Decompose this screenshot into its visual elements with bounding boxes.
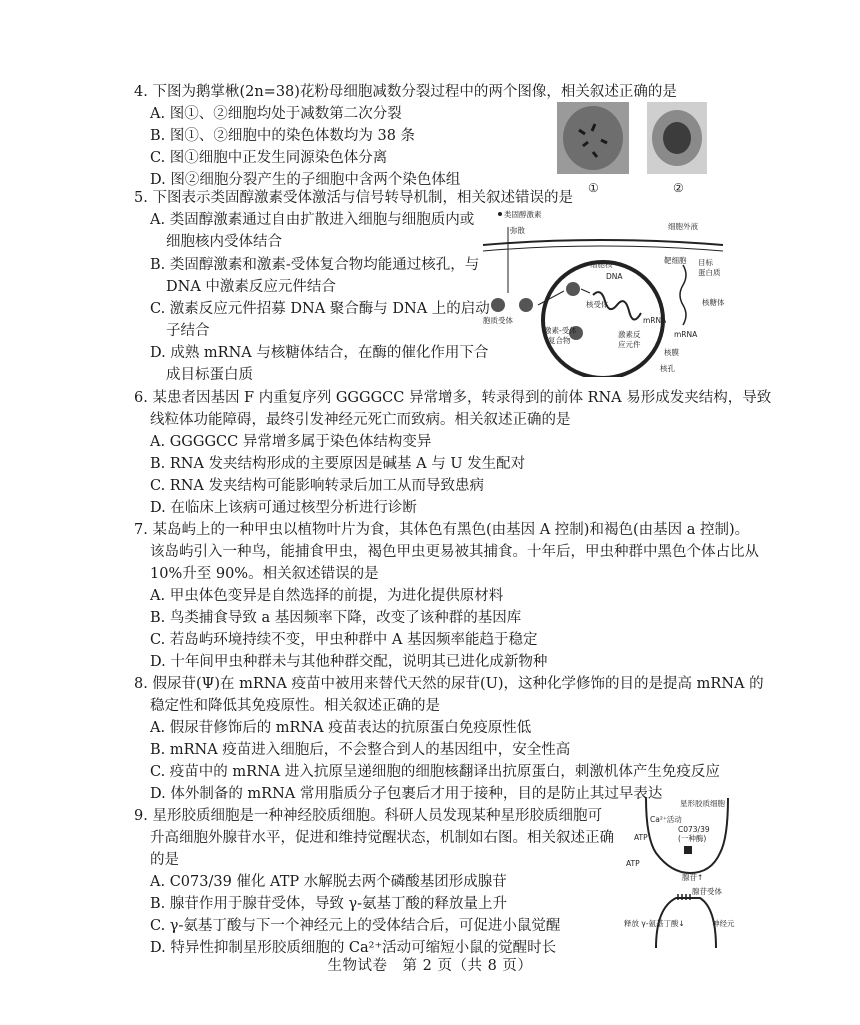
svg-text:弥散: 弥散 — [510, 226, 525, 235]
q9-option-b: B. 腺苷作用于腺苷受体，导致 γ-氨基丁酸的释放量上升 — [150, 896, 508, 912]
q5-option-d-cont: 成目标蛋白质 — [166, 367, 253, 383]
q8-option-b: B. mRNA 疫苗进入细胞后，不会整合到人的基因组中，安全性高 — [150, 742, 571, 758]
svg-text:复合物: 复合物 — [548, 336, 571, 345]
q6-stem: 6. 某患者因基因 F 内重复序列 GGGGCC 异常增多，转录得到的前体 RNA 易形成发夹结构，导致 — [134, 390, 772, 406]
fig-label-2: ② — [673, 181, 684, 195]
q5-option-b: B. 类固醇激素和激素-受体复合物均能通过核孔，与 — [150, 257, 480, 273]
svg-text:ATP: ATP — [634, 833, 648, 842]
svg-text:激素反: 激素反 — [618, 330, 641, 339]
svg-text:细胞外液: 细胞外液 — [668, 222, 698, 231]
svg-text:细胞核: 细胞核 — [590, 260, 613, 269]
svg-text:ATP: ATP — [626, 859, 640, 868]
svg-text:腺苷↑: 腺苷↑ — [682, 873, 704, 882]
q7-option-d: D. 十年间甲虫种群未与其他种群交配，说明其已进化成新物种 — [150, 654, 548, 670]
svg-text:DNA: DNA — [606, 272, 623, 281]
q7-stem: 7. 某岛屿上的一种甲虫以植物叶片为食，其体色有黑色(由基因 A 控制)和褐色(由基因 a 控制)。 — [134, 522, 750, 538]
fig-label-1: ① — [588, 181, 599, 195]
q7-stem-cont: 该岛屿引入一种鸟，能捕食甲虫，褐色甲虫更易被其捕食。十年后，甲虫种群中黑色个体占比从 — [150, 544, 759, 560]
svg-text:激素-受体: 激素-受体 — [544, 326, 577, 335]
svg-text:核膜: 核膜 — [664, 348, 679, 357]
q6-stem-cont: 线粒体功能障碍，最终引发神经元死亡而致病。相关叙述正确的是 — [150, 412, 571, 428]
svg-text:星形胶质细胞: 星形胶质细胞 — [680, 799, 725, 808]
svg-text:C073/39: C073/39 — [678, 825, 710, 834]
q7-option-b: B. 鸟类捕食导致 a 基因频率下降，改变了该种群的基因库 — [150, 610, 522, 626]
svg-text:神经元: 神经元 — [712, 919, 735, 928]
q6-option-c: C. RNA 发夹结构可能影响转录后加工从而导致患病 — [150, 478, 484, 494]
svg-text:类固醇激素: 类固醇激素 — [504, 210, 542, 219]
svg-text:核糖体: 核糖体 — [702, 298, 725, 307]
svg-text:核孔: 核孔 — [660, 364, 675, 373]
svg-text:胞质受体: 胞质受体 — [483, 316, 513, 325]
q5-option-a-cont: 细胞核内受体结合 — [166, 234, 282, 250]
q6-option-a: A. GGGGCC 异常增多属于染色体结构变异 — [150, 434, 432, 450]
q4-option-c: C. 图①细胞中正发生同源染色体分离 — [150, 150, 388, 166]
svg-text:腺苷受体: 腺苷受体 — [692, 887, 722, 896]
svg-text:靶细胞: 靶细胞 — [664, 256, 687, 265]
q9-option-a: A. C073/39 催化 ATP 水解脱去两个磷酸基团形成腺苷 — [150, 874, 507, 890]
q4-option-a: A. 图①、②细胞均处于减数第二次分裂 — [150, 106, 402, 122]
q5-option-a: A. 类固醇激素通过自由扩散进入细胞与细胞质内或 — [150, 212, 475, 228]
page-footer: 生物试卷 第 2 页（共 8 页） — [327, 958, 533, 974]
q4-option-d: D. 图②细胞分裂产生的子细胞中含两个染色体组 — [150, 172, 461, 188]
svg-text:应元件: 应元件 — [618, 340, 641, 349]
q8-stem-cont: 稳定性和降低其免疫原性。相关叙述正确的是 — [150, 698, 440, 714]
q5-signaling-diagram — [478, 205, 728, 377]
q9-stem-cont2: 的是 — [150, 852, 179, 868]
q5-stem: 5. 下图表示类固醇激素受体激活与信号转导机制，相关叙述错误的是 — [134, 190, 573, 206]
q5-option-b-cont: DNA 中激素反应元件结合 — [166, 279, 336, 295]
svg-text:蛋白质: 蛋白质 — [698, 268, 721, 277]
q6-option-b: B. RNA 发夹结构形成的主要原因是碱基 A 与 U 发生配对 — [150, 456, 526, 472]
svg-text:释放 γ-氨基丁酸↓: 释放 γ-氨基丁酸↓ — [624, 919, 685, 928]
svg-text:mRNA: mRNA — [643, 316, 667, 325]
q7-option-c: C. 若岛屿环境持续不变，甲虫种群中 A 基因频率能趋于稳定 — [150, 632, 538, 648]
q9-mechanism-diagram — [616, 798, 740, 948]
q9-stem-cont: 升高细胞外腺苷水平，促进和维持觉醒状态，机制如右图。相关叙述正确 — [150, 830, 614, 846]
q9-stem: 9. 星形胶质细胞是一种神经胶质细胞。科研人员发现某种星形胶质细胞可 — [134, 808, 602, 824]
q6-option-d: D. 在临床上该病可通过核型分析进行诊断 — [150, 500, 417, 516]
q5-option-d: D. 成熟 mRNA 与核糖体结合，在酶的催化作用下合 — [150, 345, 489, 361]
q8-option-a: A. 假尿苷修饰后的 mRNA 疫苗表达的抗原蛋白免疫原性低 — [150, 720, 532, 736]
q4-stem: 4. 下图为鹅掌楸(2n=38)花粉母细胞减数分裂过程中的两个图像，相关叙述正确的是 — [134, 84, 677, 100]
q9-option-d: D. 特异性抑制星形胶质细胞的 Ca²⁺活动可缩短小鼠的觉醒时长 — [150, 940, 557, 956]
q9-option-c: C. γ-氨基丁酸与下一个神经元上的受体结合后，可促进小鼠觉醒 — [150, 918, 561, 934]
q4-option-b: B. 图①、②细胞中的染色体数均为 38 条 — [150, 128, 416, 144]
q7-option-a: A. 甲虫体色变异是自然选择的前提，为进化提供原材料 — [150, 588, 504, 604]
svg-text:核受体: 核受体 — [586, 300, 609, 309]
q8-option-d: D. 体外制备的 mRNA 常用脂质分子包裹后才用于接种，目的是防止其过早表达 — [150, 786, 663, 802]
q8-option-c: C. 疫苗中的 mRNA 进入抗原呈递细胞的细胞核翻译出抗原蛋白，刺激机体产生免疫反应 — [150, 764, 720, 780]
q5-option-c: C. 激素反应元件招募 DNA 聚合酶与 DNA 上的启动 — [150, 301, 490, 317]
q5-option-c-cont: 子结合 — [166, 323, 210, 339]
svg-text:目标: 目标 — [698, 258, 713, 267]
svg-text:(一种酶): (一种酶) — [678, 834, 707, 843]
q7-stem-cont2: 10%升至 90%。相关叙述错误的是 — [150, 566, 379, 582]
svg-text:Ca²⁺活动: Ca²⁺活动 — [650, 815, 682, 824]
q4-micrograph-figure — [555, 100, 715, 196]
svg-text:mRNA: mRNA — [674, 330, 698, 339]
q8-stem: 8. 假尿苷(Ψ)在 mRNA 疫苗中被用来替代天然的尿苷(U)，这种化学修饰的目的是提高 mRNA 的 — [134, 676, 764, 692]
